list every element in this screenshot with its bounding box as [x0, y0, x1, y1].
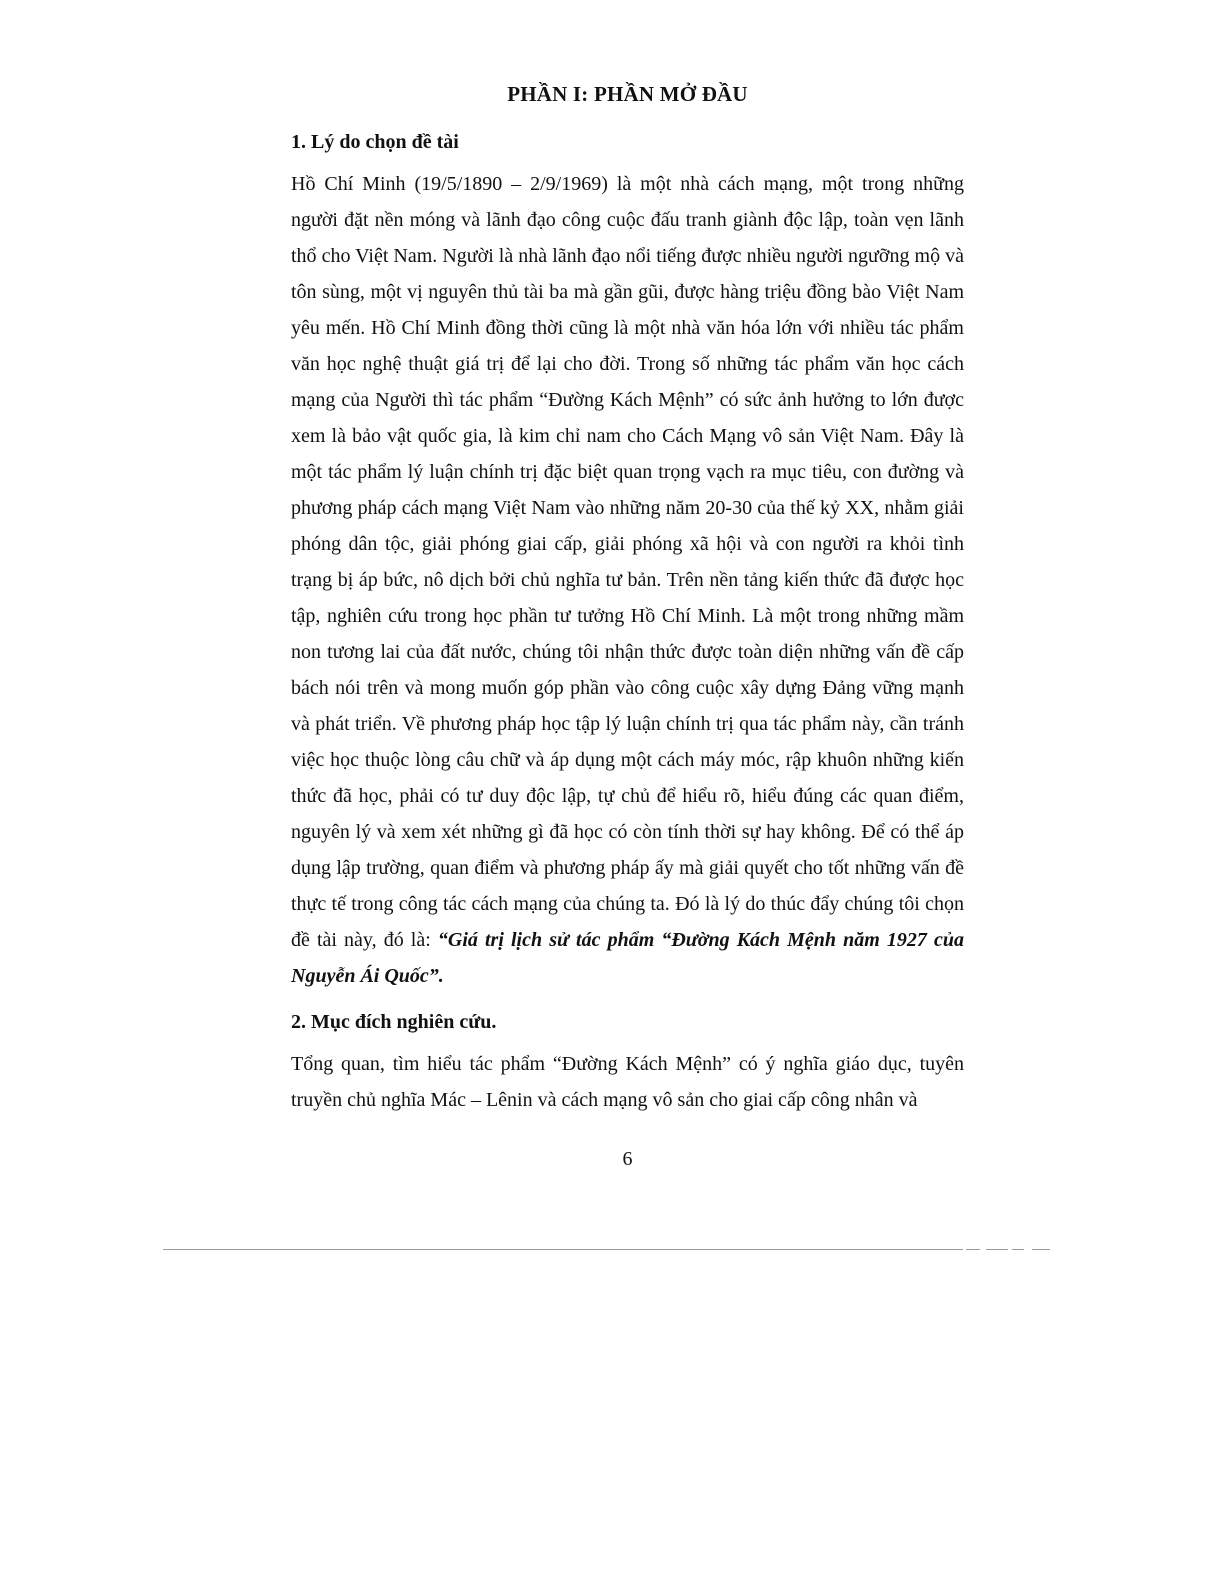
separator-dash [966, 1249, 980, 1250]
separator-dash [1032, 1249, 1050, 1250]
purpose-paragraph [291, 1046, 964, 1118]
separator-dash [986, 1249, 1008, 1250]
page-separator-line [163, 1249, 963, 1250]
page-number: 6 [622, 1148, 633, 1170]
part-title: PHẦN I: PHẦN MỞ ĐẦU [507, 82, 748, 106]
reason-paragraph [291, 166, 964, 994]
topic-title-emphasis: “Giá trị lịch sử tác phẩm “Đường Kách Mệnh năm 1927 của Nguyễn Ái Quốc”. [291, 929, 965, 987]
section-heading-purpose: 2. Mục đích nghiên cứu. [291, 1011, 497, 1033]
separator-dash [1012, 1249, 1024, 1250]
section-heading-reason: 1. Lý do chọn đề tài [291, 131, 459, 153]
reason-paragraph-text: Hồ Chí Minh (19/5/1890 – 2/9/1969) là một nhà cách mạng, một trong những người đặt nền móng và lãnh đạo công cuộc đấu tranh giành độc lập, toàn vẹn lãnh thổ cho Việt Nam. Người là nhà lãnh đạo nổi tiếng được nhiều người ngưỡng mộ và tôn sùng, một vị nguyên thủ tài ba mà gần gũi, được hàng triệu đồng bào Việt Nam yêu mến. Hồ Chí Minh đồng thời cũng là một nhà văn hóa lớn với nhiều tác phẩm văn học nghệ thuật giá trị để lại cho đời. Trong số những tác phẩm văn học cách mạng của Người thì tác phẩm “Đường Kách Mệnh” có sức ảnh hưởng to lớn được xem là bảo vật quốc gia, là kim chỉ nam cho Cách Mạng vô sản Việt Nam. Đây là một tác phẩm lý luận chính trị đặc biệt quan trọng vạch ra mục tiêu, con đường và phương pháp cách mạng Việt Nam vào những năm 20-30 của thế kỷ XX, nhằm giải phóng dân tộc, giải phóng giai cấp, giải phóng xã hội và con người ra khỏi tình trạng bị áp bức, nô dịch bởi chủ nghĩa tư bản. Trên nền tảng kiến thức đã được học tập, nghiên cứu trong học phần tư tưởng Hồ Chí Minh. Là một trong những mầm non tương lai của đất nước, chúng tôi nhận thức được toàn diện những vấn đề cấp bách nói trên và mong muốn góp phần vào công cuộc xây dựng Đảng vững mạnh và phát triển. Về phương pháp học tập lý luận chính trị qua tác phẩm này, cần tránh việc học thuộc lòng câu chữ và áp dụng một cách máy móc, rập khuôn những kiến thức đã học, phải có tư duy độc lập, tự chủ để hiểu rõ, hiểu đúng các quan điểm, nguyên lý và xem xét những gì đã học có còn tính thời sự hay không. Để có thể áp dụng lập trường, quan điểm và phương pháp ấy mà giải quyết cho tốt những vấn đề thực tế trong công tác cách mạng của chúng ta. Đó là lý do thúc đẩy chúng tôi chọn đề tài này, đó là: [291, 173, 964, 951]
document-body [291, 128, 964, 1118]
purpose-paragraph-text: Tổng quan, tìm hiểu tác phẩm “Đường Kách Mệnh” có ý nghĩa giáo dục, tuyên truyền chủ nghĩa Mác – Lênin và cách mạng vô sản cho giai cấp công nhân và [291, 1053, 964, 1111]
